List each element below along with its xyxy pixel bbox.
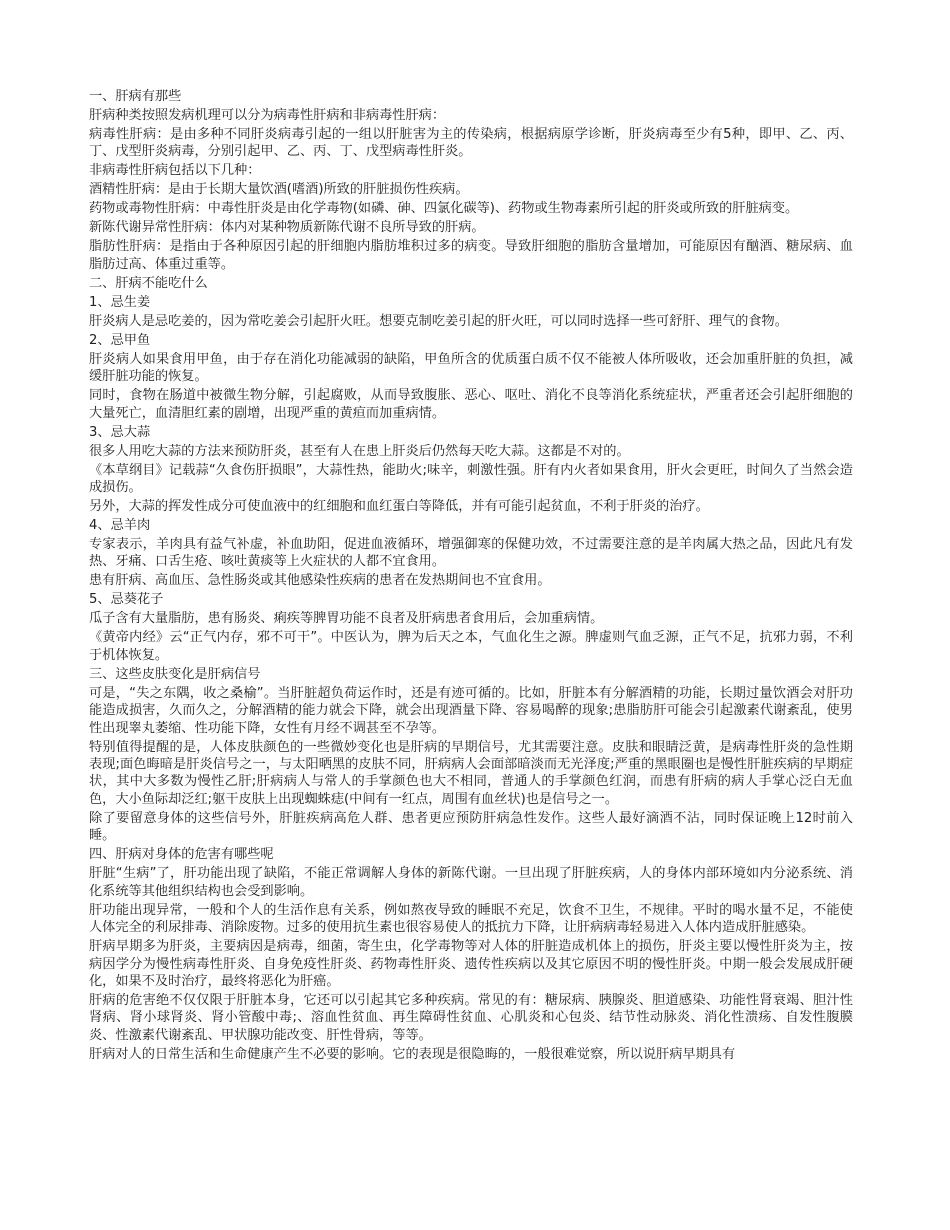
- paragraph-harms-2: 肝功能出现异常，一般和个人的生活作息有关系，例如熬夜导致的睡眠不充足，饮食不卫生，不规律。平时的喝水量不足，不能使人体完全的利尿排毒、消除废物。过多的使用抗生素也很容易使人的抵抗力下降，让肝病病毒轻易进入人体内造成肝脏感染。: [89, 902, 853, 936]
- paragraph-alcoholic: 酒精性肝病：是由于长期大量饮酒(嗜酒)所致的肝脏损伤性疾病。: [89, 182, 469, 198]
- paragraph-harms-5: 肝病对人的日常生活和生命健康产生不必要的影响。它的表现是很隐晦的，一般很难觉察，所以说肝病早期具有: [89, 1046, 736, 1062]
- paragraph-garlic-2: 《本草纲目》记载蒜“久食伤肝损眼”，大蒜性热，能助火;味辛，刺激性强。肝有内火者如果食用，肝火会更旺，时间久了当然会造成损伤。: [89, 462, 853, 496]
- paragraph-sunflower-2: 《黄帝内经》云“正气内存，邪不可干”。中医认为，脾为后天之本，气血化生之源。脾虚则气血乏源，正气不足，抗邪力弱，不利于机体恢复。: [89, 630, 853, 663]
- subheading-mutton: 4、忌羊肉: [89, 518, 151, 534]
- document-body: [89, 88, 853, 1065]
- subheading-ginger: 1、忌生姜: [89, 294, 151, 310]
- paragraph-turtle-2: 同时，食物在肠道中被微生物分解，引起腐败，从而导致腹胀、恶心、呕吐、消化不良等消化系统症状，严重者还会引起肝细胞的大量死亡，血清胆红素的剧增，出现严重的黄疸而加重病情。: [89, 388, 853, 421]
- paragraph-classification: 肝病种类按照发病机理可以分为病毒性肝病和非病毒性肝病：: [89, 108, 446, 123]
- heading-liver-disease-types: 一、肝病有那些: [89, 89, 182, 104]
- heading-foods-to-avoid: 二、肝病不能吃什么: [89, 275, 208, 291]
- subheading-turtle: 2、忌甲鱼: [89, 332, 151, 348]
- paragraph-harms-1: 肝脏“生病”了，肝功能出现了缺陷，不能正常调解人身体的新陈代谢。一旦出现了肝脏疾病，人的身体内部环境如内分泌系统、消化系统等其他组织结构也会受到影响。: [89, 866, 853, 899]
- paragraph-ginger: 肝炎病人是忌吃姜的，因为常吃姜会引起肝火旺。想要克制吃姜引起的肝火旺，可以同时选择一些可舒肝、理气的食物。: [89, 313, 788, 329]
- paragraph-mutton-2: 患有肝病、高血压、急性肠炎或其他感染性疾病的患者在发热期间也不宜食用。: [89, 573, 551, 589]
- heading-harms: 四、肝病对身体的危害有哪些呢: [89, 847, 274, 863]
- paragraph-skin-2: 特别值得提醒的是，人体皮肤颜色的一些微妙变化也是肝病的早期信号，尤其需要注意。皮肤和眼睛泛黄，是病毒性肝炎的急性期表现;面色晦暗是肝炎信号之一，与太阳晒黑的皮肤不同，肝病病人会面部暗淡而无光泽度;严重的黑眼圈也是慢性肝脏疾病的早期症状，其中大多数为慢性乙肝;肝病病人与常人的手掌颜色也大不相同，普通人的手掌颜色红润，而患有肝病的病人手掌心泛白无血色，大小鱼际却泛红;躯干皮肤上出现蜘蛛痣(中间有一红点，周围有血丝状)也是信号之一。: [89, 739, 853, 807]
- paragraph-skin-3: 除了要留意身体的这些信号外，肝脏疾病高危人群、患者更应预防肝病急性发作。这些人最好滴酒不沾，同时保证晚上12时前入睡。: [89, 810, 853, 844]
- subheading-sunflower-seeds: 5、忌葵花子: [89, 592, 164, 608]
- paragraph-harms-3: 肝病早期多为肝炎，主要病因是病毒，细菌，寄生虫，化学毒物等对人体的肝脏造成机体上的损伤，肝炎主要以慢性肝炎为主，按病因学分为慢性病毒性肝炎、自身免疫性肝炎、药物毒性肝炎、遗传性疾病以及其它原因不明的慢性肝炎。中期一般会发展成肝硬化，如果不及时治疗，最终将恶化为肝癌。: [89, 939, 853, 989]
- paragraph-harms-4: 肝病的危害绝不仅仅限于肝脏本身，它还可以引起其它多种疾病。常见的有：糖尿病、胰腺炎、胆道感染、功能性肾衰竭、胆汁性肾病、肾小球肾炎、肾小管酸中毒;、溶血性贫血、再生障碍性贫血、心肌炎和心包炎、结节性动脉炎、消化性溃疡、自发性腹膜炎、性激素代谢紊乱、甲状腺功能改变、肝性骨病，等等。: [89, 992, 853, 1043]
- heading-skin-signals: 三、这些皮肤变化是肝病信号: [89, 666, 261, 682]
- paragraph-garlic-1: 很多人用吃大蒜的方法来预防肝炎，甚至有人在患上肝炎后仍然每天吃大蒜。这都是不对的。: [89, 443, 630, 459]
- paragraph-sunflower-1: 瓜子含有大量脂肪，患有肠炎、痢疾等脾胃功能不良者及肝病患者食用后，会加重病情。: [89, 611, 604, 627]
- paragraph-turtle-1: 肝炎病人如果食用甲鱼，由于存在消化功能减弱的缺陷，甲鱼所含的优质蛋白质不仅不能被人体所吸收，还会加重肝脏的负担，减缓肝脏功能的恢复。: [89, 351, 853, 385]
- paragraph-fatty-liver: 脂肪性肝病：是指由于各种原因引起的肝细胞内脂肪堆积过多的病变。导致肝细胞的脂肪含量增加，可能原因有酗酒、糖尿病、血脂肪过高、体重过重等。: [89, 239, 853, 272]
- paragraph-mutton-1: 专家表示，羊肉具有益气补虚，补血助阳，促进血液循环，增强御寒的保健功效，不过需要注意的是羊肉属大热之品，因此凡有发热、牙痛、口舌生疮、咳吐黄痰等上火症状的人都不宜食用。: [89, 537, 853, 570]
- paragraph-garlic-3: 另外，大蒜的挥发性成分可使血液中的红细胞和血红蛋白等降低，并有可能引起贫血，不利于肝炎的治疗。: [89, 499, 709, 515]
- paragraph-metabolic: 新陈代谢异常性肝病：体内对某种物质新陈代谢不良所导致的肝病。: [89, 220, 485, 236]
- paragraph-toxic: 药物或毒物性肝病：中毒性肝炎是由化学毒物(如磷、砷、四氯化碳等)、药物或生物毒素所引起的肝炎或所致的肝脏病变。: [89, 201, 799, 217]
- paragraph-viral-hepatitis: 病毒性肝病：是由多种不同肝炎病毒引起的一组以肝脏害为主的传染病，根据病原学诊断，肝炎病毒至少有5种，即甲、乙、丙、丁、戊型肝炎病毒，分别引起甲、乙、丙、丁、戊型病毒性肝炎。: [89, 127, 853, 160]
- paragraph-non-viral-intro: 非病毒性肝病包括以下几种：: [89, 163, 261, 179]
- subheading-garlic: 3、忌大蒜: [89, 424, 151, 440]
- paragraph-skin-1: 可是，“失之东隅，收之桑榆”。当肝脏超负荷运作时，还是有迹可循的。比如，肝脏本有分解酒精的功能，长期过量饮酒会对肝功能造成损害，久而久之，分解酒精的能力就会下降，就会出现酒量下降、容易喝醉的现象;患脂肪肝可能会引起激素代谢紊乱，使男性出现睾丸萎缩、性功能下降，女性有月经不调甚至不孕等。: [89, 685, 853, 736]
